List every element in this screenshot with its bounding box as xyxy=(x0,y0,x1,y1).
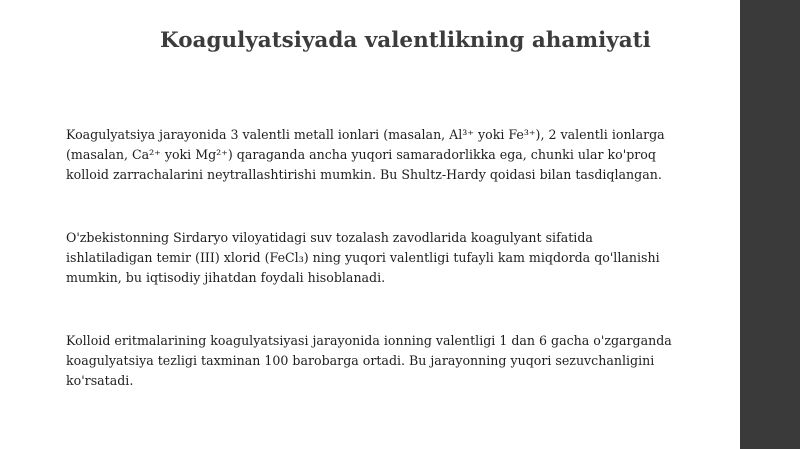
slide-title: Koagulyatsiyada valentlikning ahamiyati xyxy=(160,28,651,53)
paragraph-line: koagulyatsiya tezligi taxminan 100 barobarga ortadi. Bu jarayonning yuqori sezuvchanligini xyxy=(66,353,655,368)
paragraph-line: Kolloid eritmalarining koagulyatsiyasi jarayonida ionning valentligi 1 dan 6 gacha o'zgarganda xyxy=(66,333,672,348)
paragraph-line: O'zbekistonning Sirdaryo viloyatidagi suv tozalash zavodlarida koagulyant sifatida xyxy=(66,230,593,245)
paragraph-sirdaryo-example xyxy=(66,228,740,288)
paragraph-valence-efficiency xyxy=(66,125,740,185)
paragraph-line: ko'rsatadi. xyxy=(66,373,134,388)
paragraph-line: ishlatiladigan temir (III) xlorid (FeCl₃) ning yuqori valentligi tufayli kam miqdorda qo'llanishi xyxy=(66,250,660,265)
right-side-bar xyxy=(740,0,800,449)
paragraph-line: (masalan, Ca²⁺ yoki Mg²⁺) qaraganda ancha yuqori samaradorlikka ega, chunki ular ko'proq xyxy=(66,147,656,162)
paragraph-sensitivity xyxy=(66,331,740,391)
paragraph-line: mumkin, bu iqtisodiy jihatdan foydali hisoblanadi. xyxy=(66,270,386,285)
paragraph-line: Koagulyatsiya jarayonida 3 valentli metall ionlari (masalan, Al³⁺ yoki Fe³⁺), 2 valentli ionlarga xyxy=(66,127,665,142)
paragraph-line: kolloid zarrachalarini neytrallashtirishi mumkin. Bu Shultz-Hardy qoidasi bilan tasdiqlangan. xyxy=(66,167,662,182)
